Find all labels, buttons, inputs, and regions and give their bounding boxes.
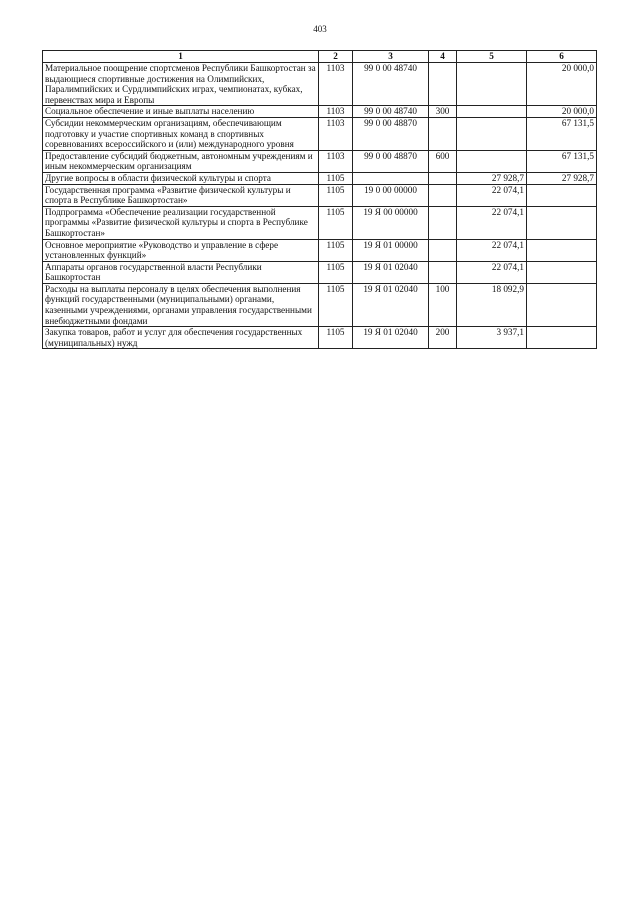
row-amount-col6 bbox=[527, 327, 597, 349]
row-amount-col5 bbox=[457, 117, 527, 150]
row-section-code: 1105 bbox=[319, 261, 353, 283]
row-section-code: 1103 bbox=[319, 117, 353, 150]
row-amount-col6: 67 131,5 bbox=[527, 117, 597, 150]
row-amount-col6: 20 000,0 bbox=[527, 63, 597, 106]
row-amount-col6: 20 000,0 bbox=[527, 106, 597, 118]
row-amount-col5 bbox=[457, 150, 527, 172]
row-amount-col5: 27 928,7 bbox=[457, 172, 527, 184]
row-name: Основное мероприятие «Руководство и управление в сфере установленных функций» bbox=[43, 239, 319, 261]
page-number: 403 bbox=[313, 24, 327, 34]
row-expense-type bbox=[429, 63, 457, 106]
row-target-code: 99 0 00 48740 bbox=[353, 63, 429, 106]
table-row bbox=[43, 63, 597, 106]
row-expense-type: 300 bbox=[429, 106, 457, 118]
table-body bbox=[43, 63, 597, 349]
row-target-code: 19 Я 01 00000 bbox=[353, 239, 429, 261]
row-name: Субсидии некоммерческим организациям, обеспечивающим подготовку и участие спортивных команд в спортивных соревнованиях всероссийского и (или) международного уровня bbox=[43, 117, 319, 150]
row-name: Социальное обеспечение и иные выплаты населению bbox=[43, 106, 319, 118]
row-expense-type bbox=[429, 206, 457, 239]
header-col-6: 6 bbox=[527, 51, 597, 63]
row-section-code: 1105 bbox=[319, 327, 353, 349]
table-row bbox=[43, 327, 597, 349]
row-target-code: 19 0 00 00000 bbox=[353, 184, 429, 206]
row-target-code: 19 Я 01 02040 bbox=[353, 283, 429, 326]
header-row bbox=[43, 51, 597, 63]
table-row bbox=[43, 184, 597, 206]
table-row bbox=[43, 239, 597, 261]
row-section-code: 1103 bbox=[319, 150, 353, 172]
row-amount-col6 bbox=[527, 206, 597, 239]
table-row bbox=[43, 150, 597, 172]
row-section-code: 1103 bbox=[319, 63, 353, 106]
row-target-code: 19 Я 01 02040 bbox=[353, 327, 429, 349]
row-name: Предоставление субсидий бюджетным, автономным учреждениям и иным некоммерческим организациям bbox=[43, 150, 319, 172]
row-expense-type bbox=[429, 172, 457, 184]
row-section-code: 1105 bbox=[319, 172, 353, 184]
row-expense-type bbox=[429, 184, 457, 206]
row-amount-col5: 22 074,1 bbox=[457, 184, 527, 206]
header-col-4: 4 bbox=[429, 51, 457, 63]
row-expense-type bbox=[429, 239, 457, 261]
row-name: Закупка товаров, работ и услуг для обеспечения государственных (муниципальных) нужд bbox=[43, 327, 319, 349]
row-target-code: 99 0 00 48740 bbox=[353, 106, 429, 118]
row-amount-col6 bbox=[527, 184, 597, 206]
row-amount-col6: 27 928,7 bbox=[527, 172, 597, 184]
table-row bbox=[43, 117, 597, 150]
row-section-code: 1105 bbox=[319, 184, 353, 206]
row-section-code: 1105 bbox=[319, 283, 353, 326]
row-section-code: 1103 bbox=[319, 106, 353, 118]
row-amount-col6: 67 131,5 bbox=[527, 150, 597, 172]
row-name: Подпрограмма «Обеспечение реализации государственной программы «Развитие физической культуры и спорта в Республике Башкортостан» bbox=[43, 206, 319, 239]
row-name: Расходы на выплаты персоналу в целях обеспечения выполнения функций государственными (муниципальными) органами, казенными учреждениями, органами управления государственными внебюджетными фондами bbox=[43, 283, 319, 326]
row-section-code: 1105 bbox=[319, 239, 353, 261]
table-row bbox=[43, 283, 597, 326]
row-section-code: 1105 bbox=[319, 206, 353, 239]
row-amount-col5 bbox=[457, 106, 527, 118]
row-target-code: 19 Я 00 00000 bbox=[353, 206, 429, 239]
table-row bbox=[43, 261, 597, 283]
row-expense-type bbox=[429, 261, 457, 283]
table-row bbox=[43, 172, 597, 184]
budget-table bbox=[42, 50, 597, 349]
row-amount-col5: 3 937,1 bbox=[457, 327, 527, 349]
row-amount-col6 bbox=[527, 283, 597, 326]
row-expense-type: 100 bbox=[429, 283, 457, 326]
row-target-code bbox=[353, 172, 429, 184]
table-row bbox=[43, 206, 597, 239]
row-target-code: 19 Я 01 02040 bbox=[353, 261, 429, 283]
row-name: Государственная программа «Развитие физической культуры и спорта в Республике Башкортостан» bbox=[43, 184, 319, 206]
header-col-2: 2 bbox=[319, 51, 353, 63]
header-col-5: 5 bbox=[457, 51, 527, 63]
row-name: Аппараты органов государственной власти Республики Башкортостан bbox=[43, 261, 319, 283]
row-amount-col5: 22 074,1 bbox=[457, 206, 527, 239]
row-name: Другие вопросы в области физической культуры и спорта bbox=[43, 172, 319, 184]
header-col-3: 3 bbox=[353, 51, 429, 63]
row-amount-col5: 18 092,9 bbox=[457, 283, 527, 326]
row-amount-col5: 22 074,1 bbox=[457, 261, 527, 283]
row-amount-col5: 22 074,1 bbox=[457, 239, 527, 261]
row-amount-col6 bbox=[527, 239, 597, 261]
row-expense-type: 600 bbox=[429, 150, 457, 172]
row-amount-col6 bbox=[527, 261, 597, 283]
row-expense-type: 200 bbox=[429, 327, 457, 349]
table-row bbox=[43, 106, 597, 118]
row-amount-col5 bbox=[457, 63, 527, 106]
row-name: Материальное поощрение спортсменов Республики Башкортостан за выдающиеся спортивные достижения на Олимпийских, Паралимпийских и Сурдлимпийских играх, чемпионатах, кубках, первенствах мира и Европы bbox=[43, 63, 319, 106]
header-col-1: 1 bbox=[43, 51, 319, 63]
row-target-code: 99 0 00 48870 bbox=[353, 150, 429, 172]
table-header bbox=[43, 51, 597, 63]
row-target-code: 99 0 00 48870 bbox=[353, 117, 429, 150]
row-expense-type bbox=[429, 117, 457, 150]
